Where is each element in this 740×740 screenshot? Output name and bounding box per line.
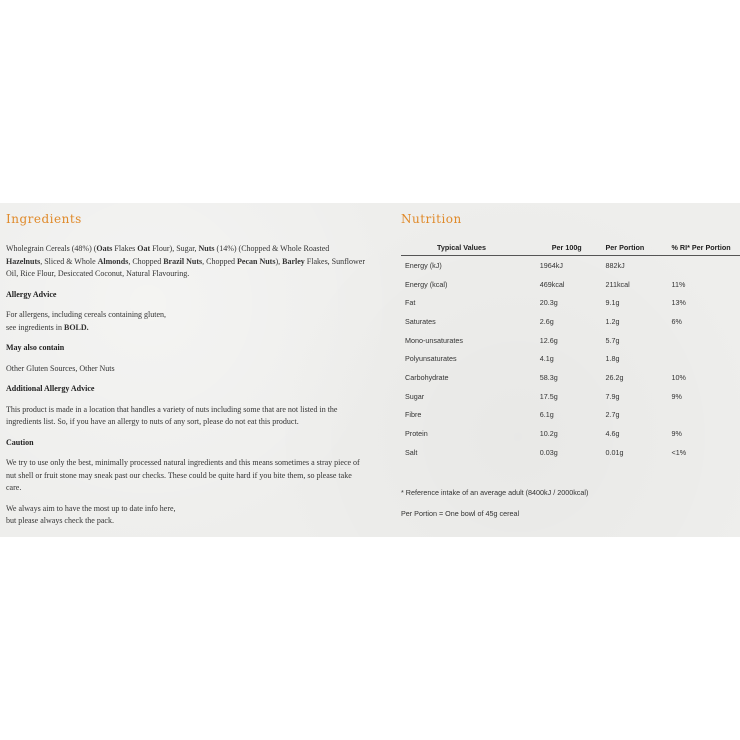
caution-heading: Caution xyxy=(6,437,34,447)
header-per-100g: Per 100g xyxy=(551,242,582,252)
ingredient-allergen: Oats xyxy=(96,244,113,253)
per-portion-value: 5.7g xyxy=(605,335,620,345)
ingredients-heading: Ingredients xyxy=(6,212,82,226)
header-per-portion: Per Portion xyxy=(605,242,645,252)
ri-value xyxy=(672,349,740,368)
ingredient-allergen: Brazil Nuts xyxy=(163,256,203,266)
nutrition-row xyxy=(401,368,740,387)
nutrient-name: Energy (kJ) xyxy=(405,260,442,270)
per-100g-value: 2.6g xyxy=(539,316,554,326)
per-100g-value: 17.5g xyxy=(539,391,558,401)
nutrient-name: Protein xyxy=(405,429,428,439)
ri-value: 6% xyxy=(671,316,682,326)
nutrient-name: Sugar xyxy=(405,391,425,401)
nutrition-row xyxy=(401,275,740,294)
ingredient-text: Flour), Sugar, xyxy=(150,244,199,253)
header-ri-per-portion: % RI* Per Portion xyxy=(671,242,731,252)
nutrition-row xyxy=(401,443,740,462)
per-100g-value: 6.1g xyxy=(539,410,554,420)
allergy-line-1: For allergens, including cereals containing gluten, xyxy=(6,310,167,319)
closing-line-1: We always aim to have the most up to date info here, xyxy=(6,503,176,513)
ingredient-allergen: Hazelnuts xyxy=(6,256,41,266)
ingredient-text: ), xyxy=(275,256,283,266)
per-portion-value: 9.1g xyxy=(605,298,620,308)
allergy-bold: BOLD. xyxy=(63,322,89,332)
ingredient-text: Wholegrain Cereals (48%) ( xyxy=(6,244,97,253)
per-portion-value: 26.2g xyxy=(605,372,624,382)
nutrient-name: Saturates xyxy=(405,316,436,326)
ingredient-text: Flakes, Sunflower Oil, Rice Flour, Desiccated Coconut, Natural Flavouring. xyxy=(6,256,366,278)
ri-value: 9% xyxy=(671,429,682,439)
ri-value: <1% xyxy=(671,447,687,457)
nutrient-name: Fibre xyxy=(405,410,422,420)
ingredient-allergen: Barley xyxy=(282,256,305,266)
nutrition-row xyxy=(401,406,740,425)
ingredient-allergen: Nuts xyxy=(198,244,215,253)
may-contain-heading: May also contain xyxy=(6,343,65,352)
ingredients-section xyxy=(6,243,366,528)
nutrition-row xyxy=(401,387,740,406)
ingredient-allergen: Pecan Nuts xyxy=(237,256,276,266)
product-info-panel xyxy=(0,203,740,537)
allergy-advice-heading: Allergy Advice xyxy=(6,289,57,299)
nutrition-row xyxy=(401,293,740,312)
nutrition-row xyxy=(401,424,740,443)
nutrition-table xyxy=(401,239,740,462)
per-100g-value: 58.3g xyxy=(539,372,558,382)
per-100g-value: 10.2g xyxy=(539,429,558,439)
allergy-advice-text xyxy=(6,309,366,334)
ri-value xyxy=(672,256,740,275)
per-portion-value: 211kcal xyxy=(605,279,630,289)
per-portion-value: 882kJ xyxy=(605,260,625,270)
nutrient-name: Energy (kcal) xyxy=(405,279,448,289)
nutrition-rows xyxy=(401,256,740,462)
per-100g-value: 469kcal xyxy=(539,279,565,289)
ri-value: 13% xyxy=(671,298,686,308)
portion-note: Per Portion = One bowl of 45g cereal xyxy=(401,509,520,518)
ingredient-text: , Chopped xyxy=(128,256,164,266)
per-100g-value: 12.6g xyxy=(539,335,558,345)
ingredients-list xyxy=(6,243,366,281)
per-portion-value: 0.01g xyxy=(605,447,624,457)
ingredient-text: (14%) (Chopped & Whole Roasted xyxy=(214,244,330,253)
ingredient-text: , Chopped xyxy=(202,256,237,266)
per-100g-value: 4.1g xyxy=(539,354,554,364)
nutrition-row xyxy=(401,349,740,368)
nutrition-row xyxy=(401,312,740,331)
per-100g-value: 0.03g xyxy=(539,447,558,457)
ri-value: 11% xyxy=(671,279,686,289)
ri-value: 9% xyxy=(671,391,682,401)
ri-value xyxy=(672,331,740,350)
additional-allergy-text: This product is made in a location that handles a variety of nuts including some that are not listed in the ingredients list. So, if you have an allergy to nuts of any sort, please do not eat this product. xyxy=(6,404,338,426)
nutrition-row xyxy=(401,331,740,350)
ri-value: 10% xyxy=(671,372,686,382)
additional-allergy-heading: Additional Allergy Advice xyxy=(6,384,95,393)
header-typical-values: Typical Values xyxy=(437,242,487,252)
allergy-line-2: see ingredients in xyxy=(6,322,64,332)
nutrition-heading: Nutrition xyxy=(401,212,462,226)
ingredient-allergen: Almonds xyxy=(97,256,129,266)
per-portion-value: 2.7g xyxy=(605,410,620,420)
caution-text: We try to use only the best, minimally processed natural ingredients and this means sometimes a stray piece of nut shell or fruit stone may sneak past our checks. These could be quite hard if you bite them, so please take care. xyxy=(6,458,360,492)
nutrition-row xyxy=(401,256,740,275)
per-portion-value: 7.9g xyxy=(605,391,620,401)
nutrition-header-row xyxy=(401,239,740,256)
closing-text xyxy=(6,503,366,528)
per-portion-value: 1.8g xyxy=(605,354,620,364)
ingredient-text: , Sliced & Whole xyxy=(40,256,98,266)
nutrient-name: Polyunsaturates xyxy=(405,354,457,364)
nutrient-name: Mono-unsaturates xyxy=(405,335,463,345)
per-portion-value: 1.2g xyxy=(605,316,620,326)
nutrient-name: Fat xyxy=(405,298,416,308)
closing-line-2: but please always check the pack. xyxy=(6,516,114,525)
nutrient-name: Carbohydrate xyxy=(405,372,449,382)
per-100g-value: 20.3g xyxy=(539,298,558,308)
nutrient-name: Salt xyxy=(405,447,418,457)
nutrition-table-wrapper xyxy=(401,239,740,462)
nutrition-footnote: * Reference intake of an average adult (8400kJ / 2000kcal) xyxy=(401,488,589,497)
per-portion-value: 4.6g xyxy=(605,429,620,439)
may-contain-text: Other Gluten Sources, Other Nuts xyxy=(6,363,115,373)
ingredient-text: Flakes xyxy=(112,244,138,253)
per-100g-value: 1964kJ xyxy=(539,260,563,270)
ingredient-allergen: Oat xyxy=(137,244,151,253)
ri-value xyxy=(672,406,740,425)
